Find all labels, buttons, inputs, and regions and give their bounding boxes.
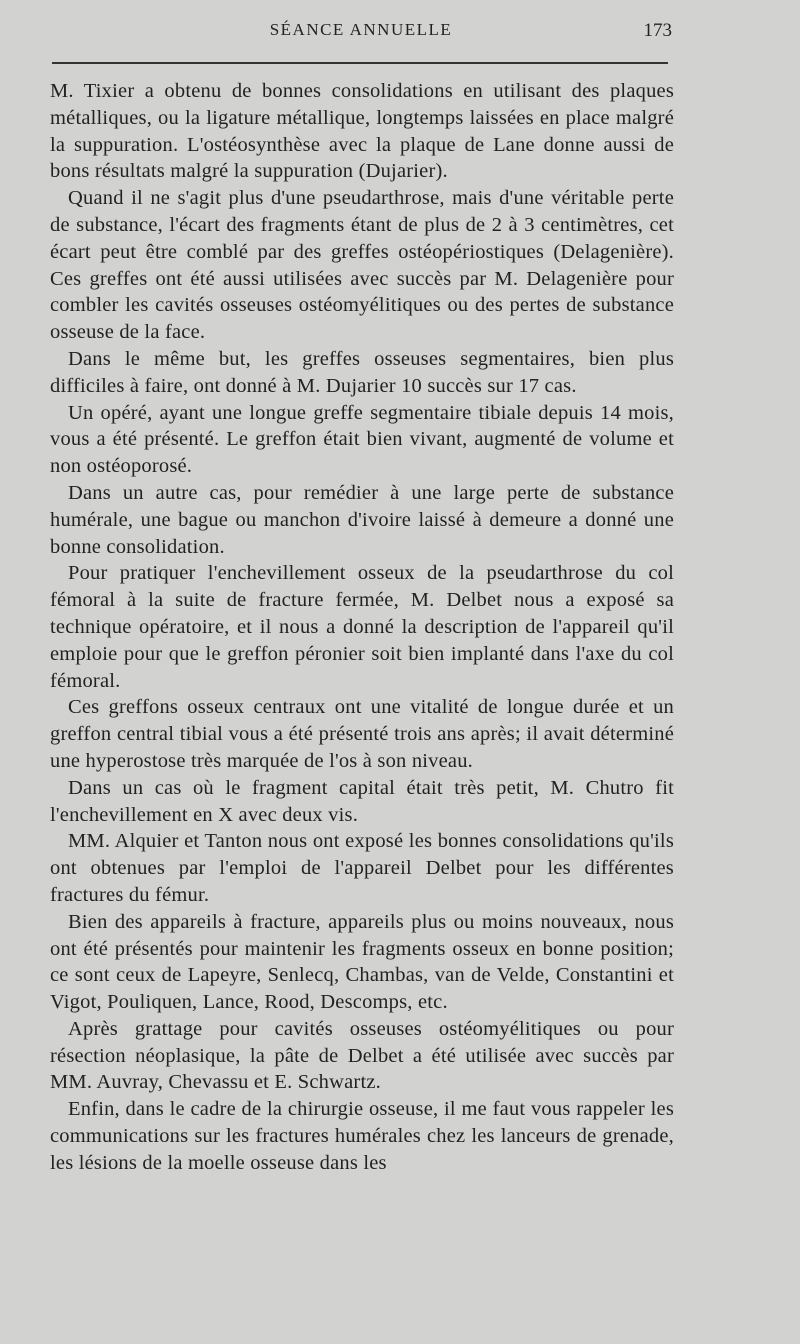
paragraph: Dans un cas où le fragment capital était très petit, M. Chutro fit l'enchevillement en X avec deux vis. — [50, 776, 674, 826]
paragraph: Dans le même but, les greffes osseuses segmentaires, bien plus difficiles à faire, ont donné à M. Dujarier 10 succès sur 17 cas. — [50, 347, 674, 397]
paragraph: M. Tixier a obtenu de bonnes consolidations en utilisant des plaques métalliques, ou la ligature métallique, longtemps laissées en place malgré la suppuration. L'ostéosynthèse avec la plaque de Lane donne aussi de bons résultats malgré la suppuration (Dujarier). — [50, 80, 674, 183]
body-text — [50, 78, 674, 1177]
paragraph: Ces greffons osseux centraux ont une vitalité de longue durée et un greffon central tibial vous a été présenté trois ans après; il avait déterminé une hyperostose très marquée de l'os à son niveau. — [50, 696, 674, 772]
paragraph: Quand il ne s'agit plus d'une pseudarthrose, mais d'une véritable perte de substance, l'écart des fragments étant de plus de 2 à 3 centimètres, cet écart peut être comblé par des greffes ostéopériostiques (Delagenière). Ces greffes ont été aussi utilisées avec succès par M. Delagenière pour combler les cavités osseuses ostéomyélitiques ou des pertes de substance osseuse de la face. — [50, 187, 674, 344]
page-number: 173 — [643, 20, 672, 41]
paragraph: Bien des appareils à fracture, appareils plus ou moins nouveaux, nous ont été présentés pour maintenir les fragments osseux en bonne position; ce sont ceux de Lapeyre, Senlecq, Chambas, van de Velde, Constantini et Vigot, Pouliquen, Lance, Rood, Descomps, etc. — [50, 910, 674, 1014]
paragraph: Dans un autre cas, pour remédier à une large perte de substance humérale, une bague ou manchon d'ivoire laissé à demeure a donné une bonne consolidation. — [50, 481, 674, 558]
paragraph: Pour pratiquer l'enchevillement osseux de la pseudarthrose du col fémoral à la suite de fracture fermée, M. Delbet nous a exposé sa technique opératoire, et il nous a donné la description de l'appareil qu'il emploie pour que le greffon péronier soit bien implanté dans l'axe du col fémoral. — [50, 562, 674, 692]
paragraph: MM. Alquier et Tanton nous ont exposé les bonnes consolidations qu'ils ont obtenues par l'emploi de l'appareil Delbet pour les différentes fractures du fémur. — [50, 830, 674, 906]
paragraph: Enfin, dans le cadre de la chirurgie osseuse, il me faut vous rappeler les communications sur les fractures humérales chez les lanceurs de grenade, les lésions de la moelle osseuse dans les — [50, 1098, 674, 1174]
running-title: SÉANCE ANNUELLE — [269, 20, 453, 39]
paragraph: Un opéré, ayant une longue greffe segmentaire tibiale depuis 14 mois, vous a été présenté. Le greffon était bien vivant, augmenté de volume et non ostéoporosé. — [50, 401, 674, 478]
page-header — [50, 20, 672, 46]
paragraph: Après grattage pour cavités osseuses ostéomyélitiques ou pour résection néoplasique, la pâte de Delbet a été utilisée avec succès par MM. Auvray, Chevassu et E. Schwartz. — [50, 1017, 674, 1094]
header-rule — [52, 62, 668, 64]
